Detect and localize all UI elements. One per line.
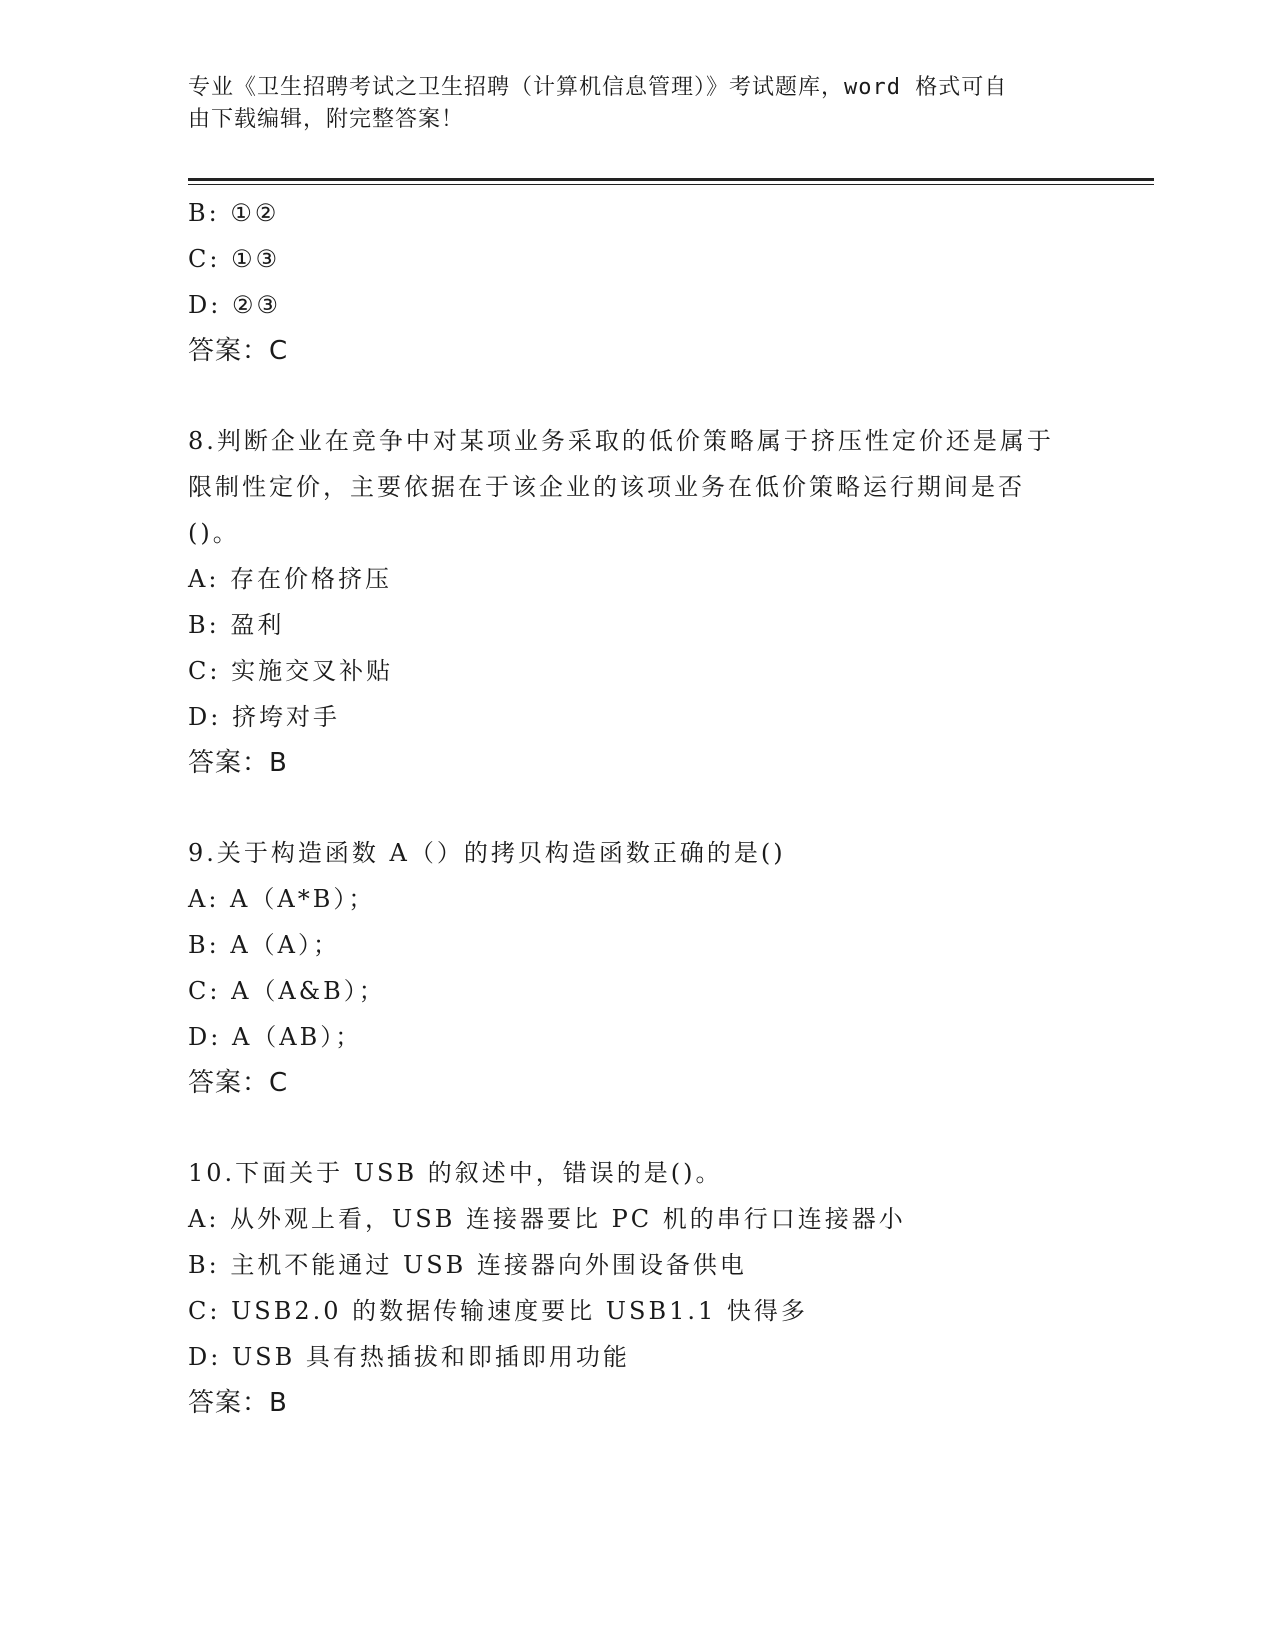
option-a: A: 存在价格挤压 <box>188 565 393 593</box>
option-a: A: 从外观上看，USB 连接器要比 PC 机的串行口连接器小 <box>188 1205 906 1233</box>
question-block-9 <box>188 830 1068 1106</box>
header-line-1: 专业《卫生招聘考试之卫生招聘（计算机信息管理）》考试题库，word 格式可自 <box>188 75 1008 100</box>
header-line-2: 由下载编辑，附完整答案！ <box>188 107 465 132</box>
option-b: B: A（A）； <box>188 931 341 959</box>
option-d: D: ②③ <box>188 291 281 319</box>
option-a: A: A（A*B）； <box>188 885 376 913</box>
question-text: 10.下面关于 USB 的叙述中，错误的是()。 <box>188 1159 723 1187</box>
header-rule-thin <box>188 184 1154 185</box>
answer-line: 答案：B <box>188 748 288 778</box>
answer-line: 答案：B <box>188 1388 288 1418</box>
question-block-8 <box>188 418 1068 786</box>
answer-line: 答案：C <box>188 336 289 366</box>
option-c: C: 实施交叉补贴 <box>188 657 394 685</box>
option-d: D: A（AB）； <box>188 1023 363 1051</box>
question-text: 9.关于构造函数 A（）的拷贝构造函数正确的是() <box>188 839 786 867</box>
option-c: C: ①③ <box>188 245 281 273</box>
question-list <box>188 190 1068 1426</box>
question-text: 8.判断企业在竞争中对某项业务采取的低价策略属于挤压性定价还是属于限制性定价，主要依据在于该企业的该项业务在低价策略运行期间是否()。 <box>188 427 1054 547</box>
header-rule-thick <box>188 178 1154 181</box>
option-d: D: USB 具有热插拔和即插即用功能 <box>188 1343 630 1371</box>
option-b: B: 盈利 <box>188 611 285 639</box>
question-block-10 <box>188 1150 1068 1426</box>
answer-line: 答案：C <box>188 1068 289 1098</box>
document-header <box>188 72 1068 136</box>
option-b: B: 主机不能通过 USB 连接器向外围设备供电 <box>188 1251 747 1279</box>
option-d: D: 挤垮对手 <box>188 703 340 731</box>
question-block-prev <box>188 190 1068 374</box>
option-b: B: ①② <box>188 199 280 227</box>
option-c: C: USB2.0 的数据传输速度要比 USB1.1 快得多 <box>188 1297 808 1325</box>
option-c: C: A（A&B）； <box>188 977 386 1005</box>
